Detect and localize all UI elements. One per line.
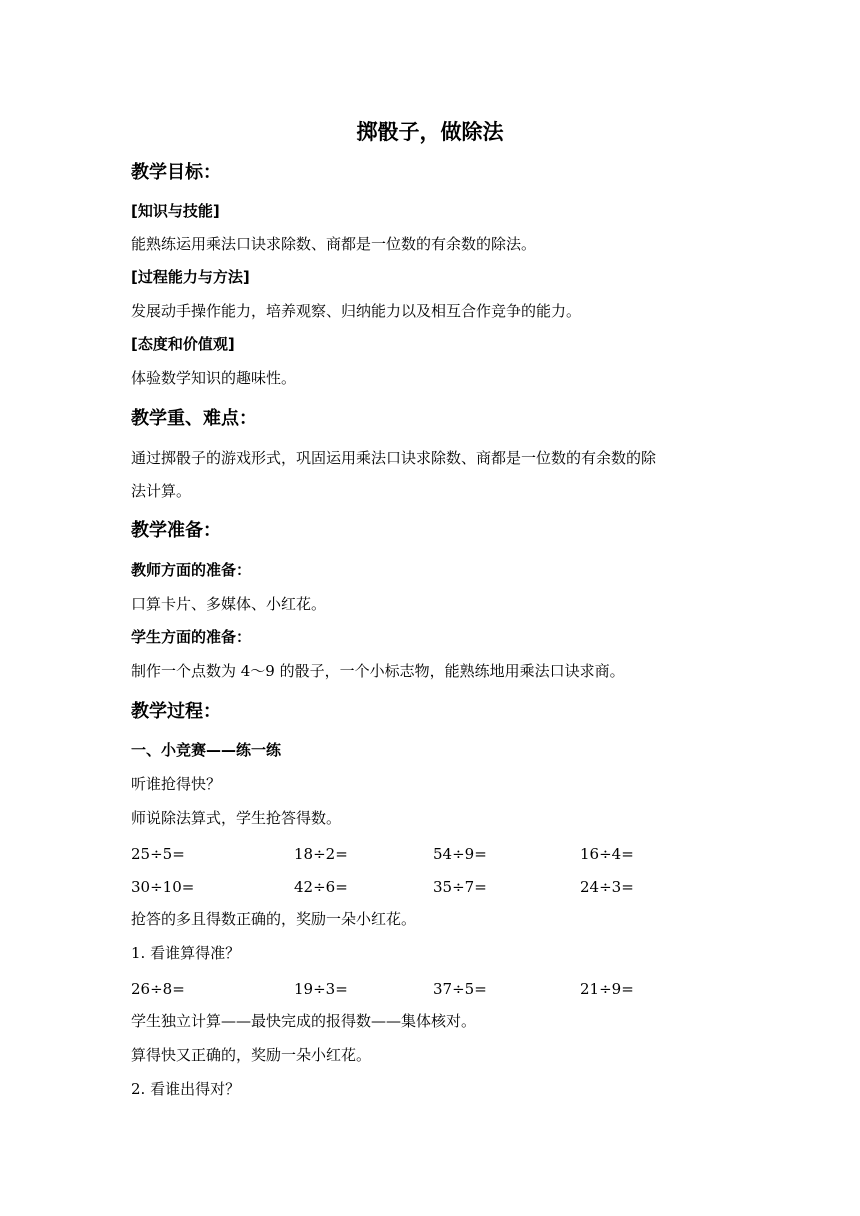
text-teacher-prep: 口算卡片、多媒体、小红花。 [131,595,327,613]
document-title: 掷骰子，做除法 [356,120,504,144]
equation-row-1 [131,845,691,863]
text-item-1: 1. 看谁算得准？ [131,944,241,962]
equation: 54÷9= [433,845,487,863]
heading-key-points: 教学重、难点： [131,408,257,429]
label-knowledge-skills: [知识与技能] [131,202,220,220]
equation: 30÷10= [131,878,195,896]
label-student-prep: 学生方面的准备： [131,628,252,646]
text-quick-answer: 听谁抢得快？ [131,775,222,793]
label-teacher-prep: 教师方面的准备： [131,561,252,579]
heading-part1: 一、小竞赛——练一练 [131,741,282,759]
equation: 26÷8= [131,980,185,998]
equation: 24÷3= [580,878,634,896]
equation: 21÷9= [580,980,634,998]
equation: 16÷4= [580,845,634,863]
equation: 19÷3= [294,980,348,998]
text-teacher-says: 师说除法算式，学生抢答得数。 [131,809,342,827]
text-reward-1: 抢答的多且得数正确的，奖励一朵小红花。 [131,910,417,928]
heading-teaching-process: 教学过程： [131,701,221,722]
equation-row-3 [131,980,691,998]
equation: 42÷6= [294,878,348,896]
text-attitude-values: 体验数学知识的趣味性。 [131,369,297,387]
equation: 35÷7= [433,878,487,896]
text-knowledge-skills: 能熟练运用乘法口诀求除数、商都是一位数的有余数的除法。 [131,235,537,253]
heading-preparation: 教学准备： [131,520,221,541]
equation-row-2 [131,878,691,896]
text-item-2: 2. 看谁出得对？ [131,1080,241,1098]
label-attitude-values: [态度和价值观] [131,335,235,353]
text-student-prep: 制作一个点数为 4～9 的骰子，一个小标志物，能熟练地用乘法口诀求商。 [131,662,625,680]
heading-teaching-goals: 教学目标： [131,162,221,183]
equation: 18÷2= [294,845,348,863]
text-process-ability: 发展动手操作能力，培养观察、归纳能力以及相互合作竞争的能力。 [131,302,582,320]
text-reward-2: 算得快又正确的，奖励一朵小红花。 [131,1046,372,1064]
label-process-ability: [过程能力与方法] [131,268,250,286]
text-key-points-line1: 通过掷骰子的游戏形式，巩固运用乘法口诀求除数、商都是一位数的有余数的除 [131,449,657,467]
equation: 25÷5= [131,845,185,863]
equation: 37÷5= [433,980,487,998]
text-key-points-line2: 法计算。 [131,482,192,500]
text-independent-calc: 学生独立计算——最快完成的报得数——集体核对。 [131,1012,477,1030]
